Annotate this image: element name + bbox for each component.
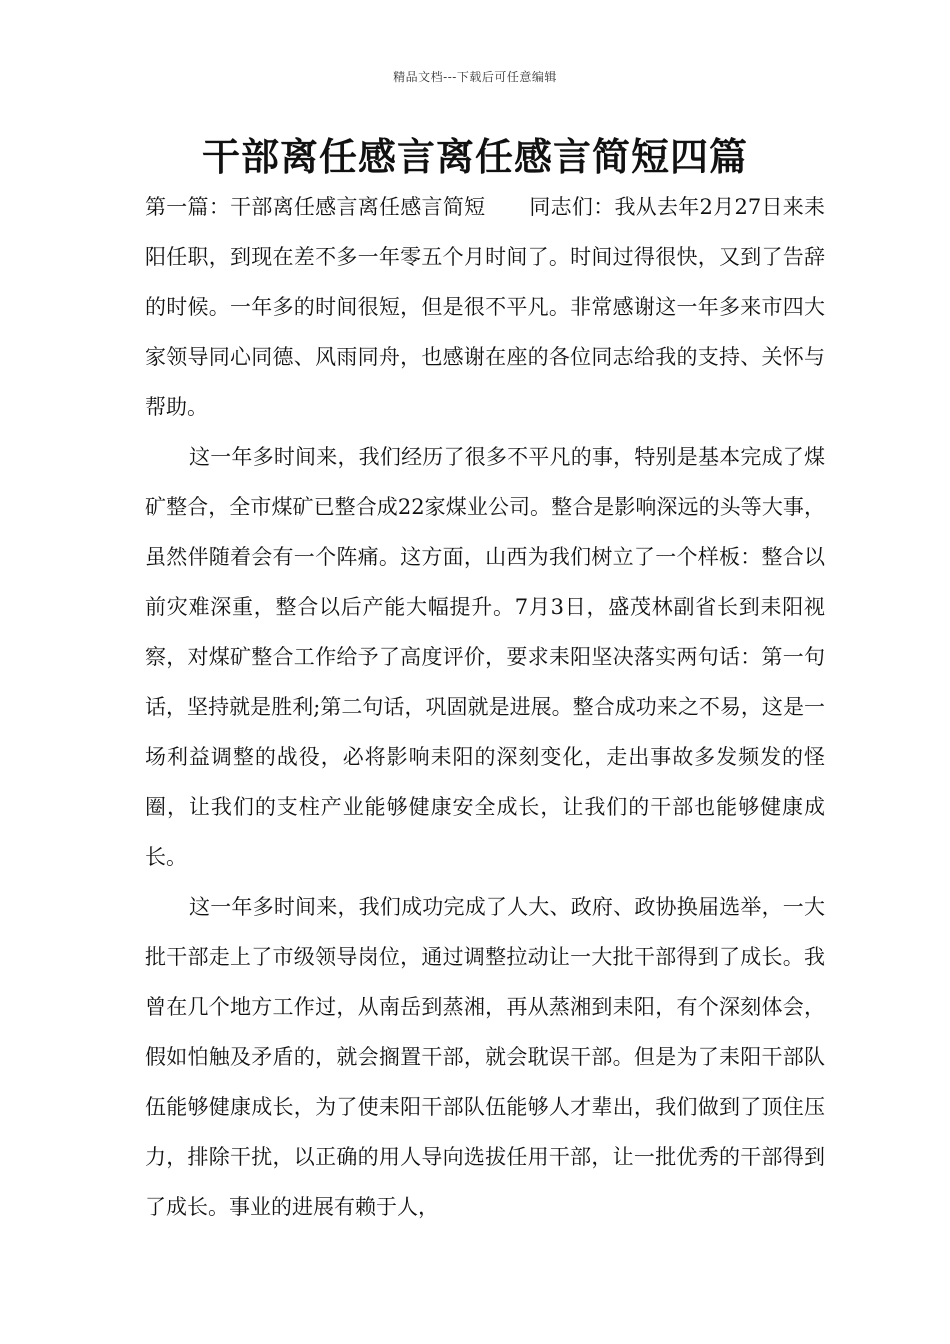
section-heading: 第一篇：干部离任感言离任感言简短	[145, 195, 486, 219]
paragraph-1-text: 同志们：我从去年2月27日来耒阳任职，到现在差不多一年零五个月时间了。时间过得很快，又到了告辞的时候。一年多的时间很短，但是很不平凡。非常感谢这一年多来市四大家领导同心同德、风雨同舟，也感谢在座的各位同志给我的支持、关怀与帮助。	[145, 195, 826, 419]
header-note: 精品文档---下载后可任意编辑	[393, 70, 557, 84]
document-body	[145, 182, 825, 1232]
paragraph-2: 这一年多时间来，我们经历了很多不平凡的事，特别是基本完成了煤矿整合，全市煤矿已整合成22家煤业公司。整合是影响深远的头等大事，虽然伴随着会有一个阵痛。这方面，山西为我们树立了一个样板：整合以前灾难深重，整合以后产能大幅提升。7月3日，盛茂林副省长到耒阳视察，对煤矿整合工作给予了高度评价，要求耒阳坚决落实两句话：第一句话，坚持就是胜利;第二句话，巩固就是进展。整合成功来之不易，这是一场利益调整的战役，必将影响耒阳的深刻变化，走出事故多发频发的怪圈，让我们的支柱产业能够健康安全成长，让我们的干部也能够健康成长。	[145, 445, 825, 869]
paragraph-3: 这一年多时间来，我们成功完成了人大、政府、政协换届选举，一大批干部走上了市级领导岗位，通过调整拉动让一大批干部得到了成长。我曾在几个地方工作过，从南岳到蒸湘，再从蒸湘到耒阳，有个深刻体会，假如怕触及矛盾的，就会搁置干部，就会耽误干部。但是为了耒阳干部队伍能够健康成长，为了使耒阳干部队伍能够人才辈出，我们做到了顶住压力，排除干扰，以正确的用人导向选拔任用干部，让一批优秀的干部得到了成长。事业的进展有赖于人，	[145, 895, 825, 1219]
paragraph-1	[145, 182, 825, 432]
document-title: 干部离任感言离任感言简短四篇	[201, 135, 748, 179]
